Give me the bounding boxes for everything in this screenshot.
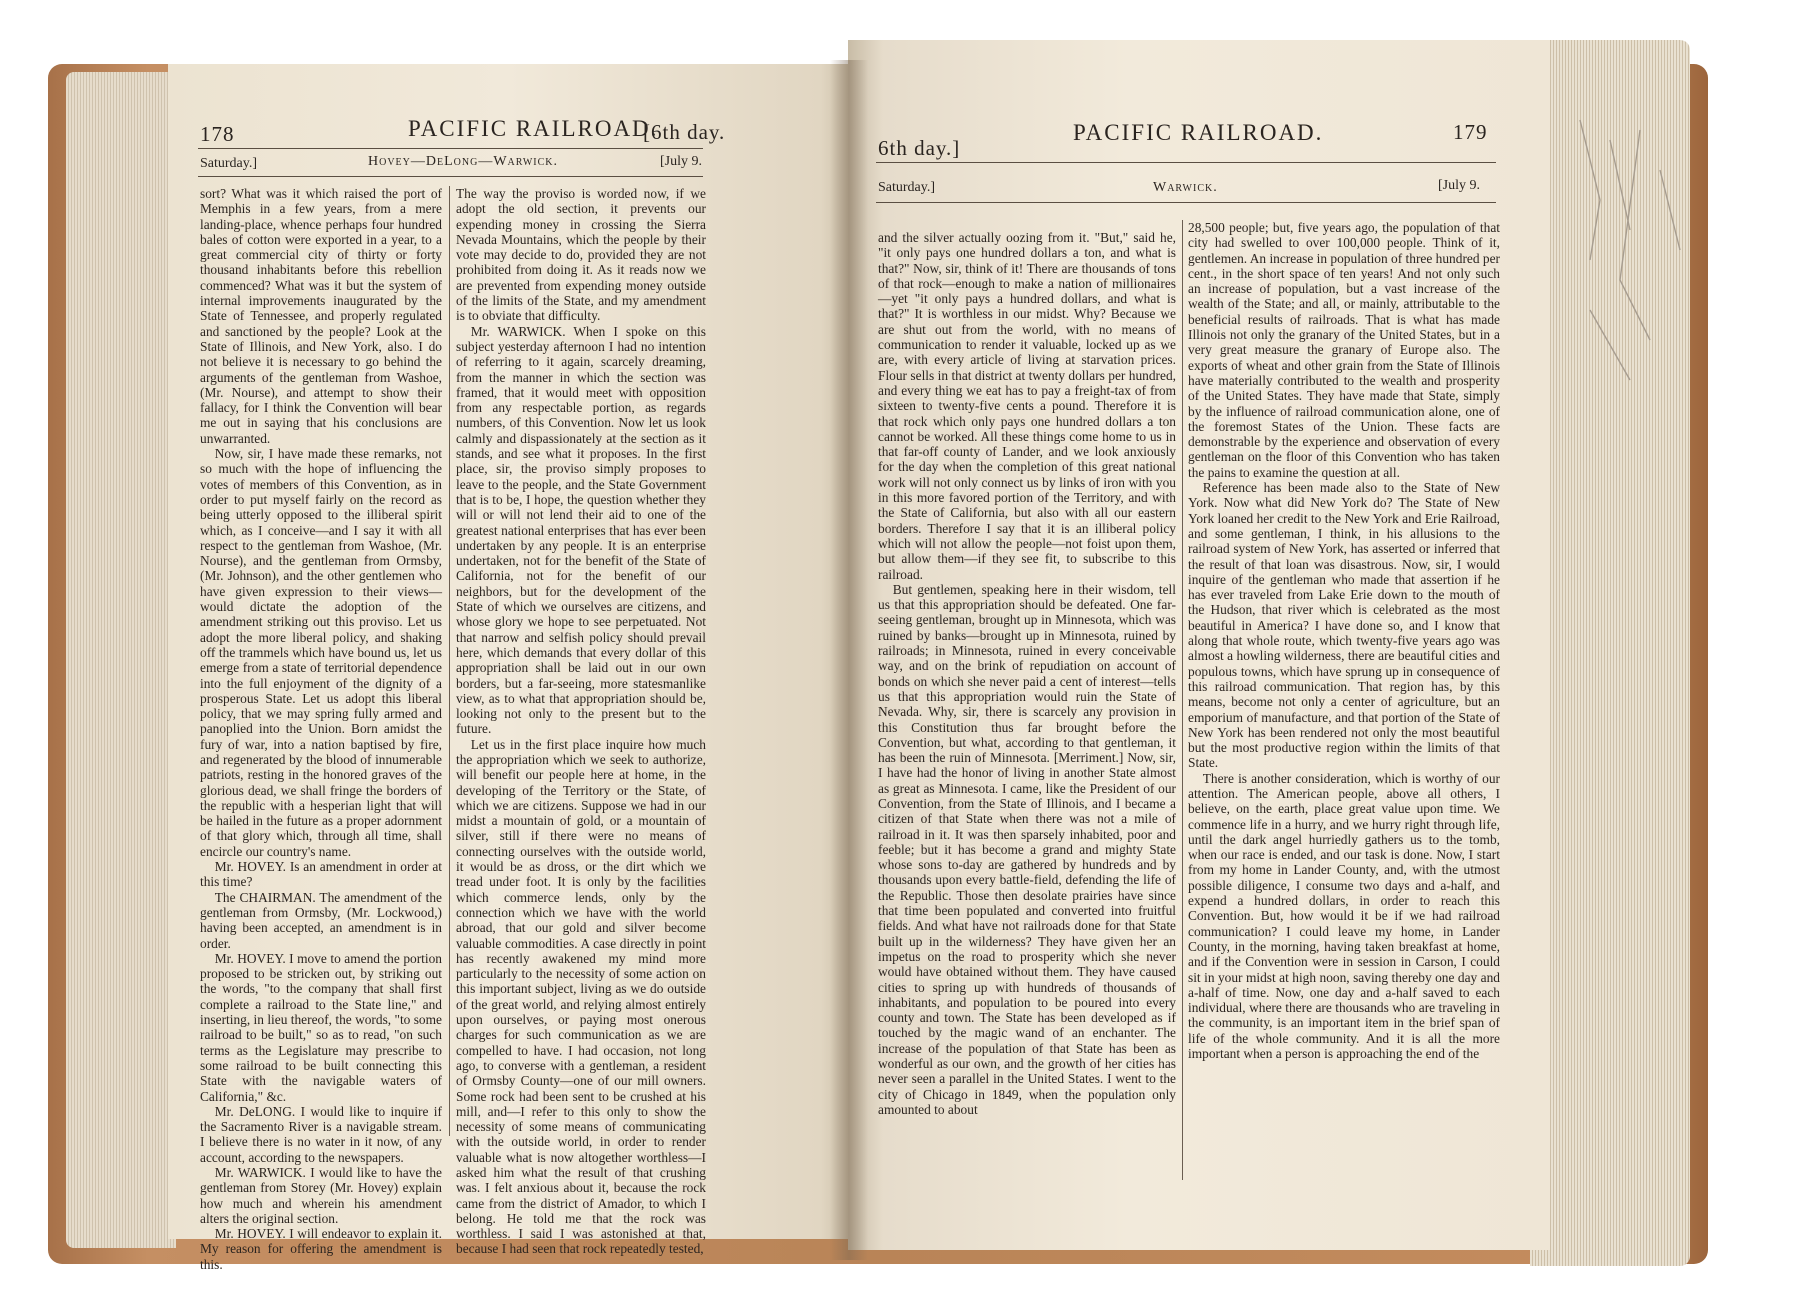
paragraph: Let us in the first place inquire how much the appropriation which we seek to authorize, will benefit our people here at home, in the developing of the Territory or the State, of which we are citizens. Suppose we had in our midst a mountain of gold, or a mountain of silver, still if there were no means of connecting ourselves with the outside world, it would be as dross, or the dirt which we tread under foot. It is only by the facilities which commerce lends, only by the connection which we have with the world abroad, that our gold and silver become valuable commodities. A case directly in point has recently awakened my mind more particularly to the necessity of some action on this important subject, living as we do outside of the great world, and relying almost entirely upon ourselves, or paying most onerous charges for such communication as we are compelled to have. I had occasion, not long ago, to converse with a gentleman, a resident of Ormsby County—one of our mill owners. Some rock had been sent to be crushed at his mill, and—I refer to this only to show the necessity of some means of communicating with the outside world, in order to render valuable what is now altogether worthless—I asked him what the result of that crushing was. I felt anxious about it, because the rock came from the district of Amador, to which I belong. He told me that the rock was worthless. I said I was astonished at that, because I had seen that rock repeatedly tested, — [456, 736, 706, 1257]
header-rule — [198, 148, 703, 149]
paragraph: and the silver actually oozing from it. "But," said he, "it only pays one hundred dollars a ton, and what is that?" Now, sir, think of it! There are thousands of tons of that rock—enough to make a nation of millionaires—yet "it only pays a hundred dollars, and what is that?" It is worthless in our midst. Why? Because we are shut out from the world, with no means of communication to render it valuable, locked up as we are, with every article of living at starvation prices. Flour sells in that district at twenty dollars per hundred, and every thing we eat has to pay a freight-tax of from sixteen to twenty-five cents a pound. Therefore it is that rock which only pays one hundred dollars a ton cannot be worked. All these things come home to us in that far-off county of Lander, and we look anxiously for the day when the completion of this great national work will not only connect us by links of iron with you in this more favored portion of the Territory, and with the State of California, but also with all our eastern borders. Therefore I say that it is an illiberal policy which will not allow the people—not foist upon them, but allow them—if they see fit, to subscribe to this railroad. — [878, 230, 1176, 582]
subheader-rule — [876, 202, 1496, 203]
page-number: 178 — [200, 122, 235, 146]
left-page-column-1 — [200, 186, 442, 1272]
column-divider — [1182, 220, 1183, 1180]
date-label: [July 9. — [660, 154, 702, 169]
paragraph: Mr. HOVEY. I will endeavor to explain it. My reason for offering the amendment is this. — [200, 1226, 442, 1272]
speakers-line: Warwick. — [1153, 180, 1218, 195]
paragraph: There is another consideration, which is worthy of our attention. The American people, above all others, I believe, on the earth, place great value upon time. We commence life in a hurry, and we hurry right through life, until the dark angel hurriedly gathers us to the tomb, when our race is ended, and our task is done. Now, I start from my home in Lander County, and, with the utmost possible diligence, I consume two days and a-half, and expend a hundred dollars, in order to reach this Convention. But, how would it be if we had railroad communication? I could leave my home, in Lander County, in the morning, having taken breakfast at home, and if the Convention were in session in Carson, I could sit in your midst at high noon, saving thereby one day and a-half of time. Now, one day and a-half saved to each individual, where there are thousands who are traveling in the community, is an important item in the brief span of life of the whole community. And it is all the more important when a person is approaching the end of the — [1188, 770, 1500, 1062]
weekday: Saturday.] — [878, 180, 936, 195]
right-page-column-1 — [878, 230, 1176, 1190]
subheader-rule — [198, 176, 703, 177]
paragraph: The way the proviso is worded now, if we adopt the old section, it prevents our expending money in crossing the Sierra Nevada Mountains, which the people by their vote may decide to do, provided they are not prohibited from doing it. As it reads now we are prevented from expending money outside of the limits of the State, and my amendment is to obviate that difficulty. — [456, 186, 706, 324]
column-divider — [449, 186, 450, 1136]
header-rule — [876, 162, 1496, 163]
paragraph: Mr. DeLONG. I would like to inquire if the Sacramento River is a navigable stream. I believe there is no water in it now, of any account, according to the newspapers. — [200, 1103, 442, 1165]
paragraph: Reference has been made also to the State of New York. Now what did New York do? The State of New York loaned her credit to the New York and Erie Railroad, and some gentleman, I think, in his allusions to the railroad system of New York, has asserted or inferred that the result of that loan was disastrous. Now, sir, I would inquire of the gentleman who made that assertion if he has ever traveled from Lake Erie down to the mouth of the Hudson, that river which is celebrated as the most beautiful in America? I have done so, and I know that along that whole route, which twenty-five years ago was almost a howling wilderness, there are beautiful cities and populous towns, which have sprung up in consequence of this railroad communication. That region has, by this means, become not only a center of agriculture, but an emporium of manufacture, and that portion of the State of New York has been rendered not only the most beautiful but the most productive region within the limits of that State. — [1188, 480, 1500, 771]
paragraph: sort? What was it which raised the port of Memphis in a few years, from a mere landing-place, whence perhaps four hundred bales of cotton were exported in a year, to a great commercial city of thirty or forty thousand inhabitants before this rebellion commenced? What was it but the system of internal improvements inaugurated by the State of Tennessee, and properly regulated and sanctioned by the people? Look at the State of Illinois, and New York, also. I do not believe it is necessary to go behind the arguments of the gentleman from Washoe, (Mr. Nourse), and attempt to show their fallacy, for I think the Convention will bear me out in saying that his conclusions are unwarranted. — [200, 186, 442, 446]
left-page-edges — [66, 72, 176, 1248]
book-gutter-shadow — [830, 60, 868, 1260]
running-title: PACIFIC RAILROAD. — [408, 116, 659, 141]
running-title: PACIFIC RAILROAD. — [1073, 120, 1324, 145]
day-label: 6th day.] — [878, 136, 961, 160]
date-label: [July 9. — [1438, 178, 1480, 193]
paragraph: The CHAIRMAN. The amendment of the gentleman from Ormsby, (Mr. Lockwood,) having been accepted, an amendment is in order. — [200, 889, 442, 951]
paragraph: Mr. WARWICK. I would like to have the gentleman from Storey (Mr. Hovey) explain how much and wherein his amendment alters the original section. — [200, 1165, 442, 1226]
speakers-line: Hovey—DeLong—Warwick. — [368, 154, 559, 169]
weekday: Saturday.] — [200, 156, 258, 171]
paragraph: 28,500 people; but, five years ago, the population of that city had swelled to over 100,000 people. Think of it, gentlemen. An increase in population of three hundred per cent., in the short space of ten years! And not only such an increase of population, but a vast increase of the wealth of the State; and all, or mainly, attributable to the beneficial results of railroads. That is what has made Illinois not only the granary of the United States, but in a very great measure the granary of Europe also. The exports of wheat and other grain from the State of Illinois have materially contributed to the wealth and prosperity of the United States. They have made that State, simply by the influence of railroad communication alone, one of the foremost States of the Union. These facts are demonstrable by the experience and observation of every gentleman on the floor of this Convention who has taken the pains to examine the question at all. — [1188, 220, 1500, 480]
paragraph: But gentlemen, speaking here in their wisdom, tell us that this appropriation should be defeated. One far-seeing gentleman, brought up in Minnesota, which was ruined by banks—brought up in Minnesota, ruined by railroads; in Minnesota, ruined in every conceivable way, and on the brink of repudiation on account of bonds on which she never paid a cent of interest—tells us that this appropriation would ruin the State of Nevada. Why, sir, there is scarcely any provision in this Constitution thus far brought before the Convention, but what, according to that gentleman, it has been the ruin of Minnesota. [Merriment.] Now, sir, I have had the honor of living in another State almost as great as Minnesota. I came, like the President of our Convention, from the State of Illinois, and I became a citizen of that State when there was not a mile of railroad in it. It was then sparsely inhabited, poor and feeble; but it has become a grand and mighty State whose sons to-day are gathered by hundreds and by thousands upon every battle-field, defending the life of the Republic. Those then desolate prairies have since that time been populated and converted into fruitful fields. And what have not railroads done for that State built up in the wilderness? They have given her an impetus on the road to prosperity which she never would have obtained without them. They have caused cities to spring up with hundreds of thousands of inhabitants, and population to be poured into every county and town. The State has been developed as if touched by the magic wand of an enchanter. The increase of the population of that State has been as wonderful as our own, and the growth of her cities has never seen a parallel in the United States. I went to the city of Chicago in 1849, when the population only amounted to about — [878, 581, 1176, 1117]
paragraph: Mr. HOVEY. Is an amendment in order at this time? — [200, 859, 442, 890]
left-page-column-2 — [456, 186, 706, 1257]
right-page-column-2 — [1188, 220, 1500, 1190]
paragraph: Mr. WARWICK. When I spoke on this subject yesterday afternoon I had no intention of referring to it again, scarcely dreaming, from the manner in which the section was framed, that it would meet with opposition from any respectable portion, as regards numbers, of this Convention. Now let us look calmly and dispassionately at the section as it stands, and see what it proposes. In the first place, sir, the proviso simply proposes to leave to the people, and the State Government that is to be, I hope, the question whether they will or will not lend their aid to one of the greatest national enterprises that has ever been undertaken by any people. It is an enterprise undertaken, not for the benefit of the State of California, not for the benefit of our neighbors, but for the development of the State of which we ourselves are citizens, and whose glory we hope to see perpetuated. Not that narrow and selfish policy should prevail here, which demands that every dollar of this appropriation shall be laid out in our own borders, but a far-seeing, more statesmanlike view, as to what that appropriation should be, looking not only to the present but to the future. — [456, 323, 706, 737]
page-number: 179 — [1453, 120, 1488, 144]
pencil-annotation-marks — [1560, 80, 1700, 440]
paragraph: Now, sir, I have made these remarks, not so much with the hope of influencing the votes of members of this Convention, as in order to put myself fairly on the record as being utterly opposed to the illiberal spirit which, as I conceive—and I say it with all respect to the gentleman from Washoe, (Mr. Nourse), and the gentleman from Ormsby, (Mr. Johnson), and the other gentlemen who have given expression to their views—would dictate the adoption of the amendment striking out this proviso. Let us adopt the more liberal policy, and shaking off the trammels which have bound us, let us emerge from a state of territorial dependence into the full enjoyment of the dignity of a prosperous State. Let us adopt this liberal policy, that we may spring fully armed and panoplied into the Union. Born amidst the fury of war, into a nation baptised by fire, and regenerated by the blood of innumerable patriots, resting in the honored graves of the glorious dead, we shall fringe the borders of the republic with a hesperian light that will be hailed in the future as a proper adornment of that glory which, through all time, shall encircle our country's name. — [200, 446, 442, 859]
paragraph: Mr. HOVEY. I move to amend the portion proposed to be stricken out, by striking out the words, "to the company that shall first complete a railroad to the State line," and inserting, in lieu thereof, the words, "to some railroad to be built," so as to read, "on such terms as the Legislature may prescribe to some railroad to be built connecting this State with the navigable waters of California," &c. — [200, 950, 442, 1104]
left-page — [168, 64, 848, 1272]
day-label: [6th day. — [643, 120, 726, 144]
right-page — [848, 40, 1550, 1250]
